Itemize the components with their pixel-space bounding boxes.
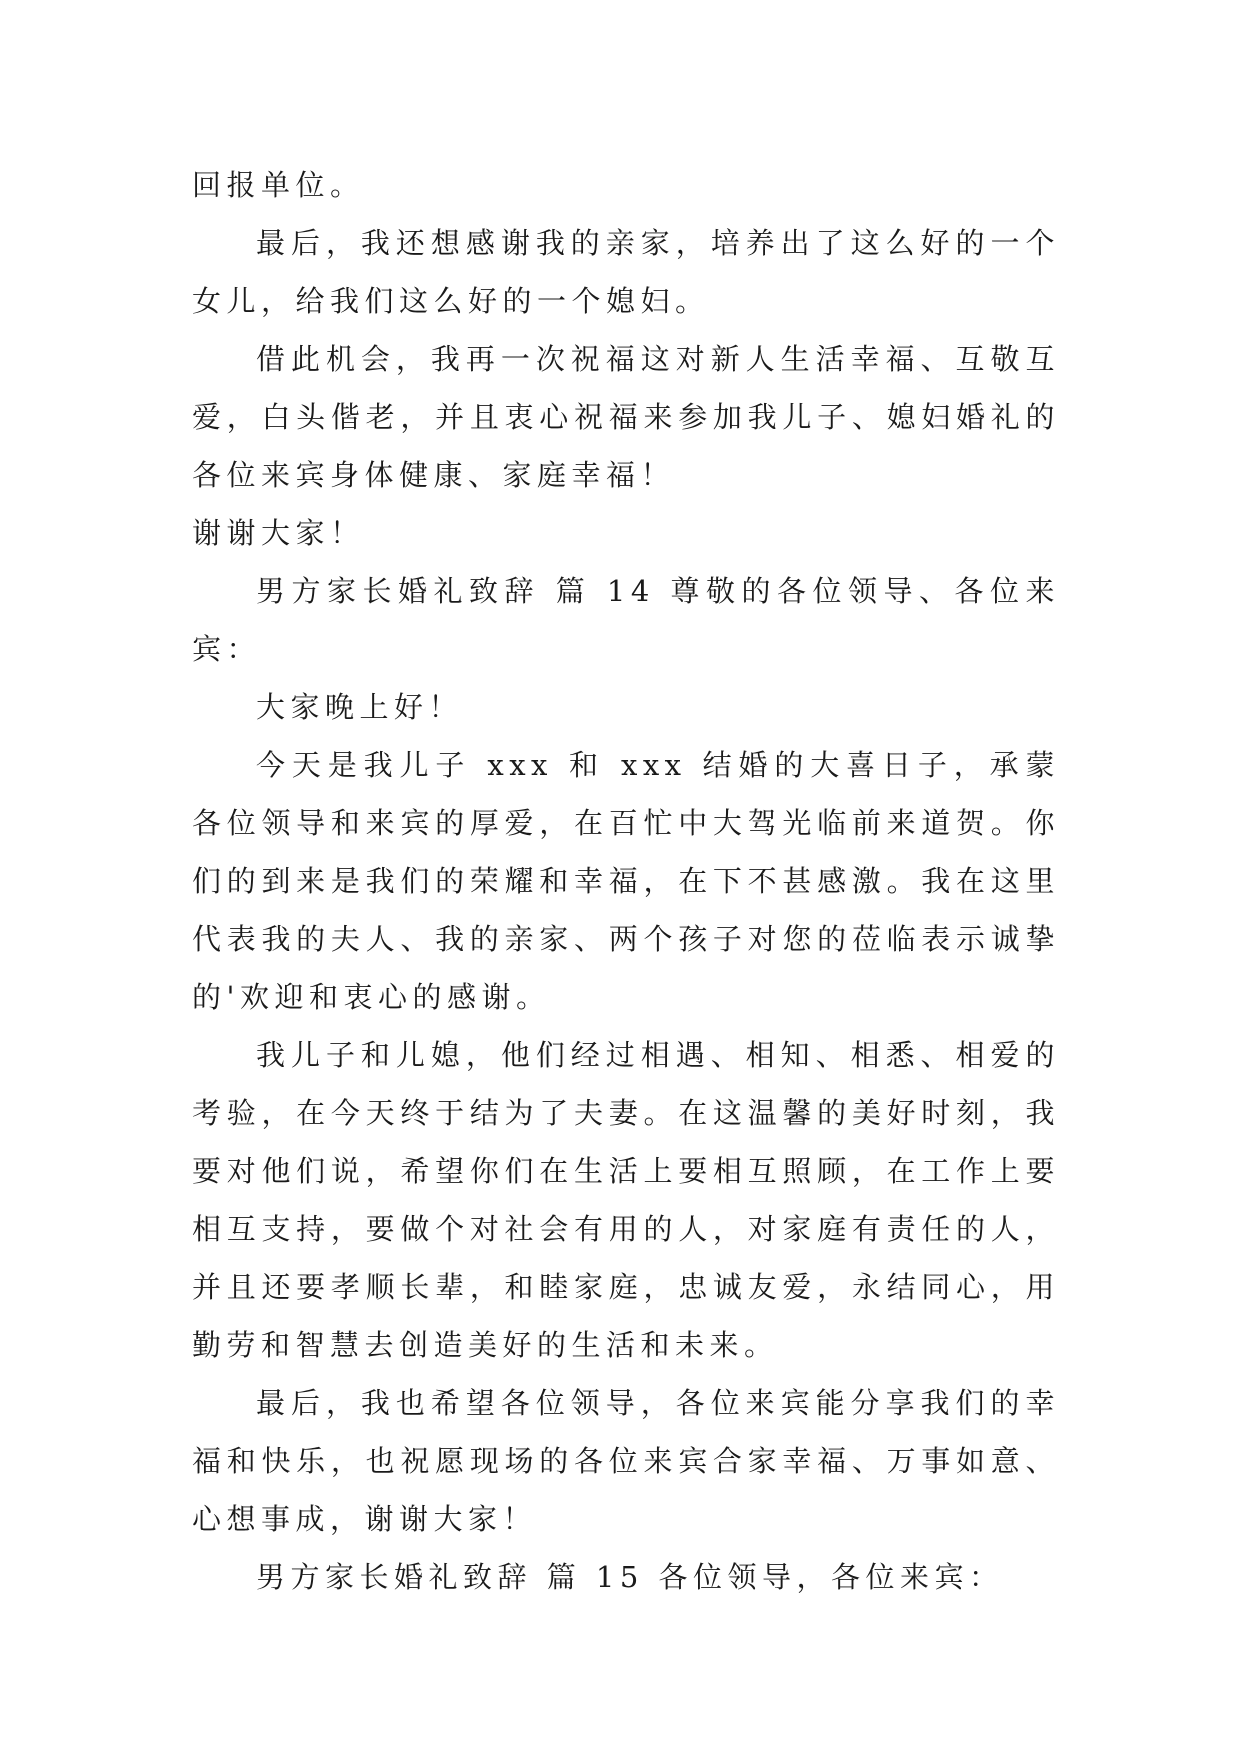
- section-heading-14: 男方家长婚礼致辞 篇 14 尊敬的各位领导、各位来宾：: [192, 574, 1060, 666]
- paragraph-greeting: 大家晚上好！: [256, 690, 464, 724]
- paragraph-blessing: 借此机会，我再一次祝福这对新人生活幸福、互敬互爱，白头偕老，并且衷心祝福来参加我儿子、媳妇婚礼的各位来宾身体健康、家庭幸福！: [192, 342, 1060, 492]
- paragraph-welcome: 今天是我儿子 xxx 和 xxx 结婚的大喜日子，承蒙各位领导和来宾的厚爱，在百忙中大驾光临前来道贺。你们的到来是我们的荣耀和幸福，在下不甚感激。我在这里代表我的夫人、我的亲家、两个孩子对您的莅临表示诚挚的'欢迎和衷心的感谢。: [192, 748, 1060, 1014]
- paragraph-final-wishes: 最后，我也希望各位领导，各位来宾能分享我们的幸福和快乐，也祝愿现场的各位来宾合家幸福、万事如意、心想事成，谢谢大家！: [192, 1386, 1060, 1536]
- paragraph-wishes-couple: 我儿子和儿媳，他们经过相遇、相知、相悉、相爱的考验，在今天终于结为了夫妻。在这温馨的美好时刻，我要对他们说，希望你们在生活上要相互照顾，在工作上要相互支持，要做个对社会有用的人，对家庭有责任的人，并且还要孝顺长辈，和睦家庭，忠诚友爱，永结同心，用勤劳和智慧去创造美好的生活和未来。: [192, 1038, 1060, 1362]
- paragraph-thanks-in-laws: 最后，我还想感谢我的亲家，培养出了这么好的一个女儿，给我们这么好的一个媳妇。: [192, 226, 1060, 318]
- document-body: [192, 156, 1060, 1606]
- paragraph-closing-fragment: 回报单位。: [192, 168, 365, 202]
- section-heading-15: 男方家长婚礼致辞 篇 15 各位领导，各位来宾：: [256, 1560, 1004, 1594]
- paragraph-thank-everyone: 谢谢大家！: [192, 516, 365, 550]
